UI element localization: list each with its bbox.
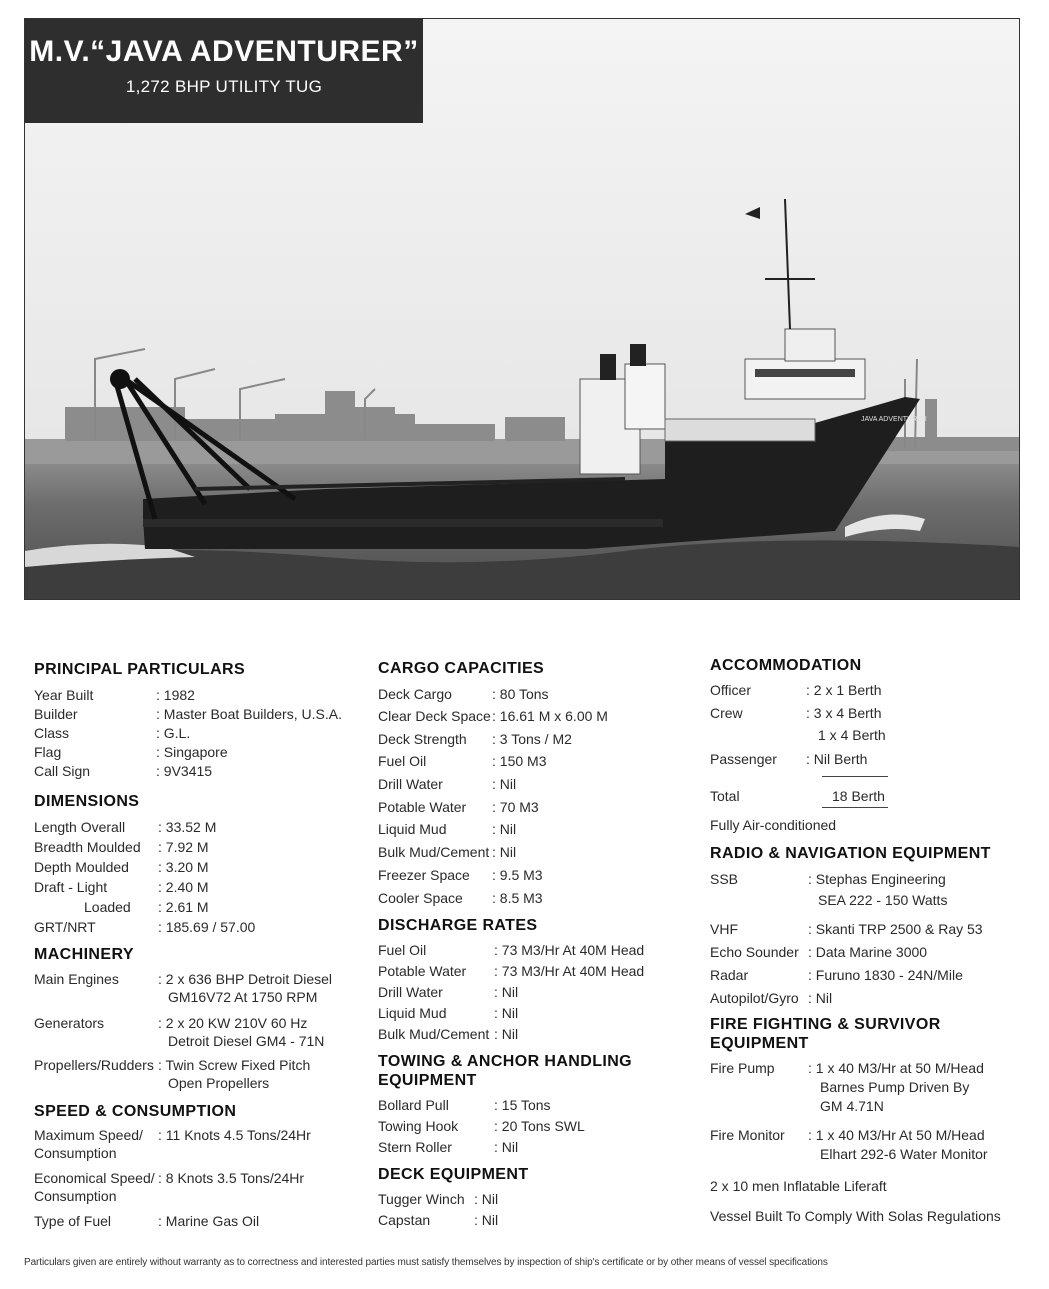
- spec-row: Drill Water : Nil: [378, 776, 517, 792]
- radio-heading: RADIO & NAVIGATION EQUIPMENT: [710, 845, 991, 862]
- spec-row: Main Engines : 2 x 636 BHP Detroit Diesel: [34, 971, 333, 987]
- spec-row: SSB : Stephas Engineering: [710, 871, 946, 887]
- spec-row: Consumption: [34, 1145, 117, 1161]
- spec-row: Tugger Winch : Nil: [378, 1191, 499, 1207]
- machinery-heading: MACHINERY: [34, 946, 134, 963]
- spec-row: Class : G.L.: [34, 725, 191, 741]
- spec-row: Crew : 3 x 4 Berth: [710, 705, 882, 721]
- spec-row: GRT/NRT : 185.69 / 57.00: [34, 919, 256, 935]
- principal-heading: PRINCIPAL PARTICULARS: [34, 661, 246, 678]
- spec-row: Officer : 2 x 1 Berth: [710, 682, 882, 698]
- spec-row: Consumption: [34, 1188, 117, 1204]
- spec-row: Fuel Oil : 73 M3/Hr At 40M Head: [378, 942, 645, 958]
- speed-heading: SPEED & CONSUMPTION: [34, 1103, 237, 1120]
- spec-row: Length Overall : 33.52 M: [34, 819, 217, 835]
- spec-row: Builder : Master Boat Builders, U.S.A.: [34, 706, 342, 722]
- spec-row: Call Sign : 9V3415: [34, 763, 213, 779]
- spec-row: Bollard Pull : 15 Tons: [378, 1097, 551, 1113]
- towing-heading-2: EQUIPMENT: [378, 1072, 477, 1089]
- spec-row: Bulk Mud/Cement : Nil: [378, 1026, 519, 1042]
- spec-row: Type of Fuel : Marine Gas Oil: [34, 1213, 260, 1229]
- spec-row: Fire Pump : 1 x 40 M3/Hr at 50 M/Head: [710, 1060, 984, 1076]
- fire-heading-2: EQUIPMENT: [710, 1035, 809, 1052]
- spec-row: Towing Hook : 20 Tons SWL: [378, 1118, 585, 1134]
- vessel-subtitle: 1,272 BHP UTILITY TUG: [125, 77, 323, 96]
- deck-heading: DECK EQUIPMENT: [378, 1166, 529, 1183]
- discharge-heading: DISCHARGE RATES: [378, 917, 538, 934]
- spec-row: Fire Monitor : 1 x 40 M3/Hr At 50 M/Head: [710, 1127, 985, 1143]
- spec-row: Draft - Light : 2.40 M: [34, 879, 209, 895]
- spec-row: Flag : Singapore: [34, 744, 228, 760]
- spec-row: Stern Roller : Nil: [378, 1139, 519, 1155]
- spec-row: Total 18 Berth: [710, 788, 885, 804]
- solas-note: Vessel Built To Comply With Solas Regulations: [710, 1208, 1001, 1224]
- dimensions-heading: DIMENSIONS: [34, 793, 140, 810]
- hull-name-text: JAVA ADVENTURER: [861, 416, 927, 423]
- spec-row: Potable Water : 70 M3: [378, 799, 539, 815]
- spec-row: Liquid Mud : Nil: [378, 1005, 519, 1021]
- accommodation-heading: ACCOMMODATION: [710, 657, 862, 674]
- title-banner: [25, 19, 423, 123]
- spec-row: Breadth Moulded : 7.92 M: [34, 839, 209, 855]
- spec-row: Freezer Space : 9.5 M3: [378, 867, 543, 883]
- middle-column: [378, 659, 698, 1239]
- cargo-heading: CARGO CAPACITIES: [378, 660, 545, 677]
- spec-row: Autopilot/Gyro : Nil: [710, 990, 833, 1006]
- spec-row: Depth Moulded : 3.20 M: [34, 859, 209, 875]
- right-column: ACCOMMODATION Officer : 2 x 1 Berth Crew : 3 x 4 Berth 1 x 4 Berth Passenger : Nil Berth Total 18 Berth Fully Air-conditioned RADIO & NAVIGATION EQUIPMENT SSB : Stephas Engineering SEA 222 - 150 Watts VHF : Skanti TRP 2500 & Ray 53 Echo Sounder : Data Marine 3000 Radar : Furuno 1830 - 24N/Mile Autopilot/Gyro : Nil FIRE FIGHTING & SURVIVOR EQUIPMENT Fire Pump : 1 x 40 M3/Hr at 50 M/Head Barnes Pump Driven By GM 4.71N Fire Monitor : 1 x 40 M3/Hr At 50 M/Head Elhart 292-6 Water Monitor 2 x 10 men Inflatable Liferaft Vessel Built To Comply With Solas Regulations: [710, 657, 1001, 1224]
- spec-row: Echo Sounder : Data Marine 3000: [710, 944, 928, 960]
- total-underline: [822, 807, 888, 808]
- total-divider: [822, 776, 888, 777]
- spec-row: Propellers/Rudders : Twin Screw Fixed Pitch: [34, 1057, 311, 1073]
- liferaft-note: 2 x 10 men Inflatable Liferaft: [710, 1178, 887, 1194]
- vessel-title: M.V.“JAVA ADVENTURER”: [29, 35, 419, 68]
- vessel-photo: [24, 18, 1020, 600]
- spec-row: Passenger : Nil Berth: [710, 751, 868, 767]
- towing-heading: TOWING & ANCHOR HANDLING: [378, 1053, 633, 1070]
- spec-row: Loaded : 2.61 M: [84, 899, 209, 915]
- spec-row: Liquid Mud : Nil: [378, 821, 517, 837]
- spec-row: Deck Strength : 3 Tons / M2: [378, 731, 572, 747]
- spec-row: VHF : Skanti TRP 2500 & Ray 53: [710, 921, 983, 937]
- fire-heading: FIRE FIGHTING & SURVIVOR: [710, 1016, 941, 1033]
- spec-row: Bulk Mud/Cement : Nil: [378, 844, 517, 860]
- spec-row: Maximum Speed/ : 11 Knots 4.5 Tons/24Hr: [34, 1127, 311, 1143]
- left-column: PRINCIPAL PARTICULARS Year Built : 1982 Builder : Master Boat Builders, U.S.A. Class : G.L. Flag : Singapore Call Sign : 9V3415 DIMENSIONS Length Overall : 33.52 M Breadth Moulded : 7.92 M Depth Moulded : 3.20 M Draft - Light : 2.40 M Loaded : 2.61 M GRT/NRT : 185.69 / 57.00 MACHINERY Main Engines : 2 x 636 BHP Detroit Diesel GM16V72 At 1750 RPM Generators : 2 x 20 KW 210V 60 Hz Detroit Diesel GM4 - 71N Propellers/Rudders : Twin Screw Fixed Pitch Open Propellers SPEED & CONSUMPTION Maximum Speed/ : 11 Knots 4.5 Tons/24Hr Consumption Economical Speed/ : 8 Knots 3.5 Tons/24Hr Consumption Type of Fuel : Marine Gas Oil: [34, 661, 342, 1229]
- spec-row: Capstan : Nil: [378, 1212, 499, 1228]
- spec-row: Economical Speed/ : 8 Knots 3.5 Tons/24Hr: [34, 1170, 305, 1186]
- spec-row: Year Built : 1982: [34, 687, 195, 703]
- disclaimer-footer: Particulars given are entirely without warranty as to correctness and interested parties must satisfy themselves by inspection of ship's certificate or by other means of vessel specifications: [24, 1257, 828, 1268]
- accommodation-note: Fully Air-conditioned: [710, 817, 837, 833]
- spec-row: Drill Water : Nil: [378, 984, 519, 1000]
- spec-row: Radar : Furuno 1830 - 24N/Mile: [710, 967, 963, 983]
- spec-row: Fuel Oil : 150 M3: [378, 753, 547, 769]
- spec-row: Potable Water : 73 M3/Hr At 40M Head: [378, 963, 645, 979]
- spec-row: Cooler Space : 8.5 M3: [378, 890, 543, 906]
- spec-row: Generators : 2 x 20 KW 210V 60 Hz: [34, 1015, 308, 1031]
- spec-row: Clear Deck Space : 16.61 M x 6.00 M: [378, 708, 608, 724]
- spec-row: Deck Cargo : 80 Tons: [378, 686, 549, 702]
